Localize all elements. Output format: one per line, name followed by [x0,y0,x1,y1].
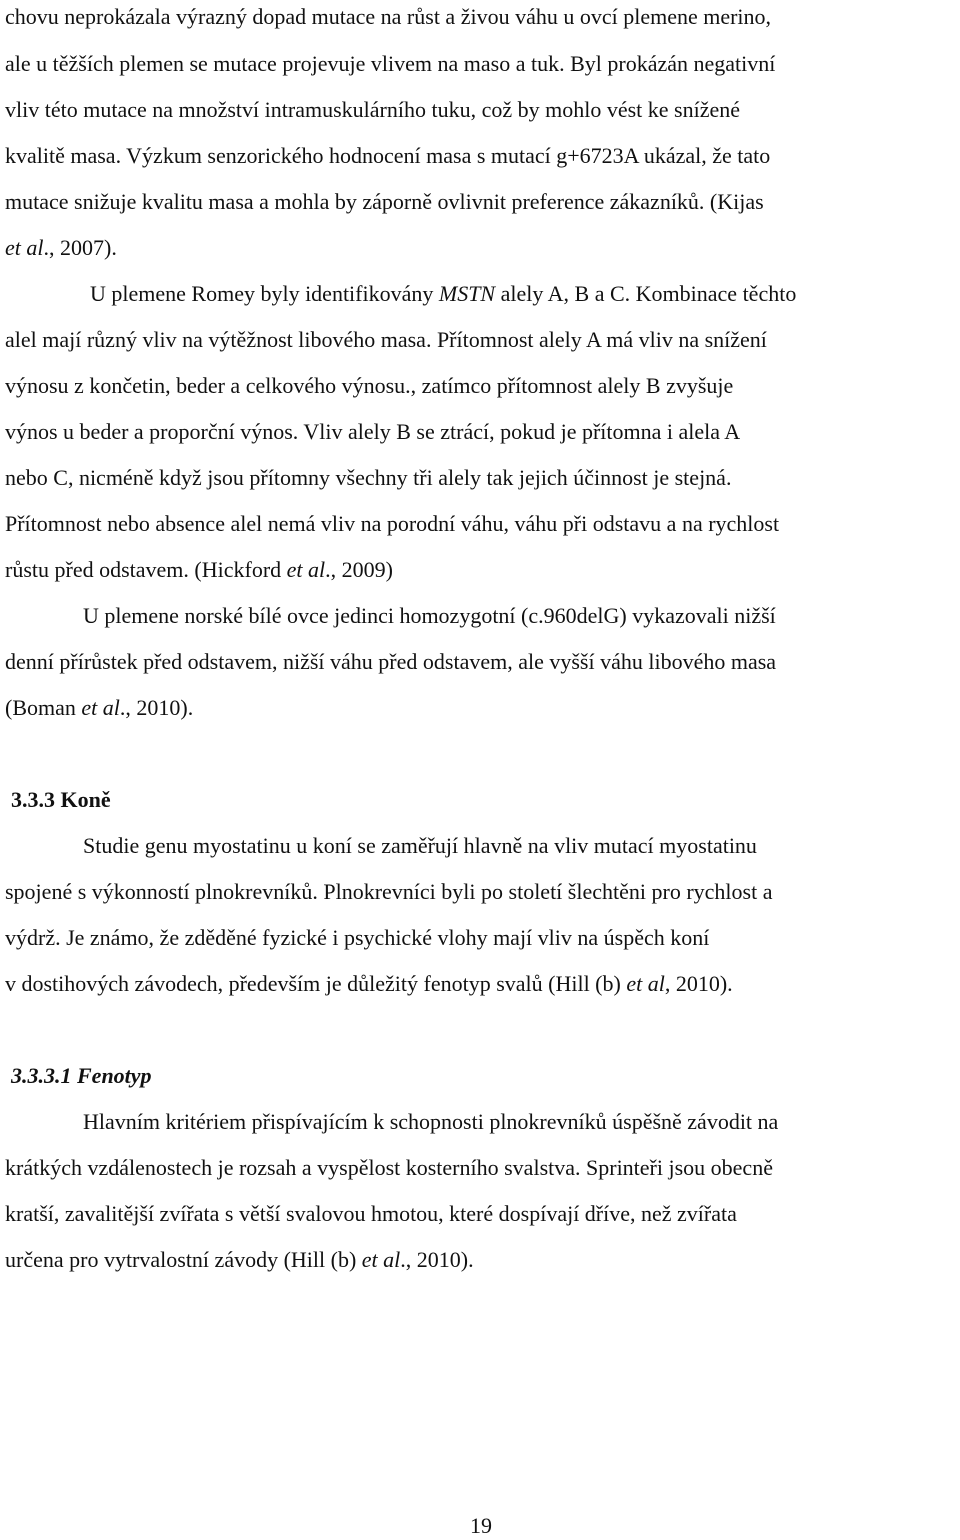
paragraph-2-line-4: výnos u beder a proporční výnos. Vliv alely B se ztrácí, pokud je přítomna i alela A [5,419,741,444]
paragraph-2-line-2: alel mají různý vliv na výtěžnost libového masa. Přítomnost alely A má vliv na snížení [5,327,767,352]
text-span: ., 2009) [325,557,393,582]
citation-et-al: et al [5,235,44,260]
section-3-3-3-1-line-3: kratší, zavalitější zvířata s větší svalovou hmotou, které dospívají dříve, než zvířata [5,1201,737,1226]
gene-name-mstn: MSTN [438,281,496,306]
text-span: růstu před odstavem. (Hickford [5,557,287,582]
section-3-3-3-line-3: výdrž. Je známo, že zděděné fyzické i psychické vlohy mají vliv na úspěch koní [5,925,710,950]
paragraph-3-line-3 [5,694,193,722]
section-heading-3-3-3: 3.3.3 Koně [11,787,111,812]
text-span: , 2010). [664,971,733,996]
section-3-3-3-line-4 [5,970,733,998]
page-number: 19 [470,1513,492,1538]
section-heading-3-3-3-1: 3.3.3.1 Fenotyp [11,1063,152,1088]
text-span: (Boman [5,695,82,720]
paragraph-1-line-2: ale u těžších plemen se mutace projevuje vlivem na maso a tuk. Byl prokázán negativní [5,51,776,76]
paragraph-1-line-1: chovu neprokázala výrazný dopad mutace na růst a živou váhu u ovcí plemene merino, [5,4,772,29]
text-span: ., 2010). [400,1247,474,1272]
paragraph-1-line-3: vliv této mutace na množství intramuskulárního tuku, což by mohlo vést ke snížené [5,97,741,122]
citation-et-al: et al [361,1247,401,1272]
text-span: v dostihových závodech, především je důležitý fenotyp svalů (Hill (b) [5,971,627,996]
citation-et-al: et al [286,557,326,582]
section-3-3-3-1-line-1: Hlavním kritériem přispívajícím k schopnosti plnokrevníků úspěšně závodit na [83,1109,779,1134]
paragraph-2-line-6: Přítomnost nebo absence alel nemá vliv na porodní váhu, váhu při odstavu a na rychlost [5,511,780,536]
citation-year: ., 2007). [43,235,117,260]
citation-et-al: et al [626,971,665,996]
paragraph-1-line-4: kvalitě masa. Výzkum senzorického hodnocení masa s mutací g+6723A ukázal, že tato [5,143,771,168]
paragraph-2-line-1 [90,280,796,308]
section-3-3-3-line-2: spojené s výkonností plnokrevníků. Plnokrevníci byli po století šlechtěni pro rychlost a [5,879,773,904]
section-3-3-3-line-1: Studie genu myostatinu u koní se zaměřují hlavně na vliv mutací myostatinu [83,833,757,858]
paragraph-2-line-7 [5,556,393,584]
paragraph-3-line-1: U plemene norské bílé ovce jedinci homozygotní (c.960delG) vykazovali nižší [83,603,776,628]
paragraph-1-line-6 [5,234,117,262]
paragraph-2-line-3: výnosu z končetin, beder a celkového výnosu., zatímco přítomnost alely B zvyšuje [5,373,734,398]
text-span: U plemene Romey byly identifikovány [90,281,439,306]
section-3-3-3-1-line-4 [5,1246,474,1274]
text-span: ., 2010). [119,695,194,720]
section-3-3-3-1-line-2: krátkých vzdálenostech je rozsah a vyspělost kosterního svalstva. Sprinteři jsou obecně [5,1155,773,1180]
paragraph-1-line-5: mutace snižuje kvalitu masa a mohla by záporně ovlivnit preference zákazníků. (Kijas [5,189,764,214]
citation-et-al: et al [81,695,120,720]
paragraph-3-line-2: denní přírůstek před odstavem, nižší váhu před odstavem, ale vyšší váhu libového masa [5,649,777,674]
paragraph-2-line-5: nebo C, nicméně když jsou přítomny všechny tři alely tak jejich účinnost je stejná. [5,465,732,490]
text-span: alely A, B a C. Kombinace těchto [495,281,797,306]
document-page [5,0,957,1539]
text-span: určena pro vytrvalostní závody (Hill (b) [5,1247,362,1272]
